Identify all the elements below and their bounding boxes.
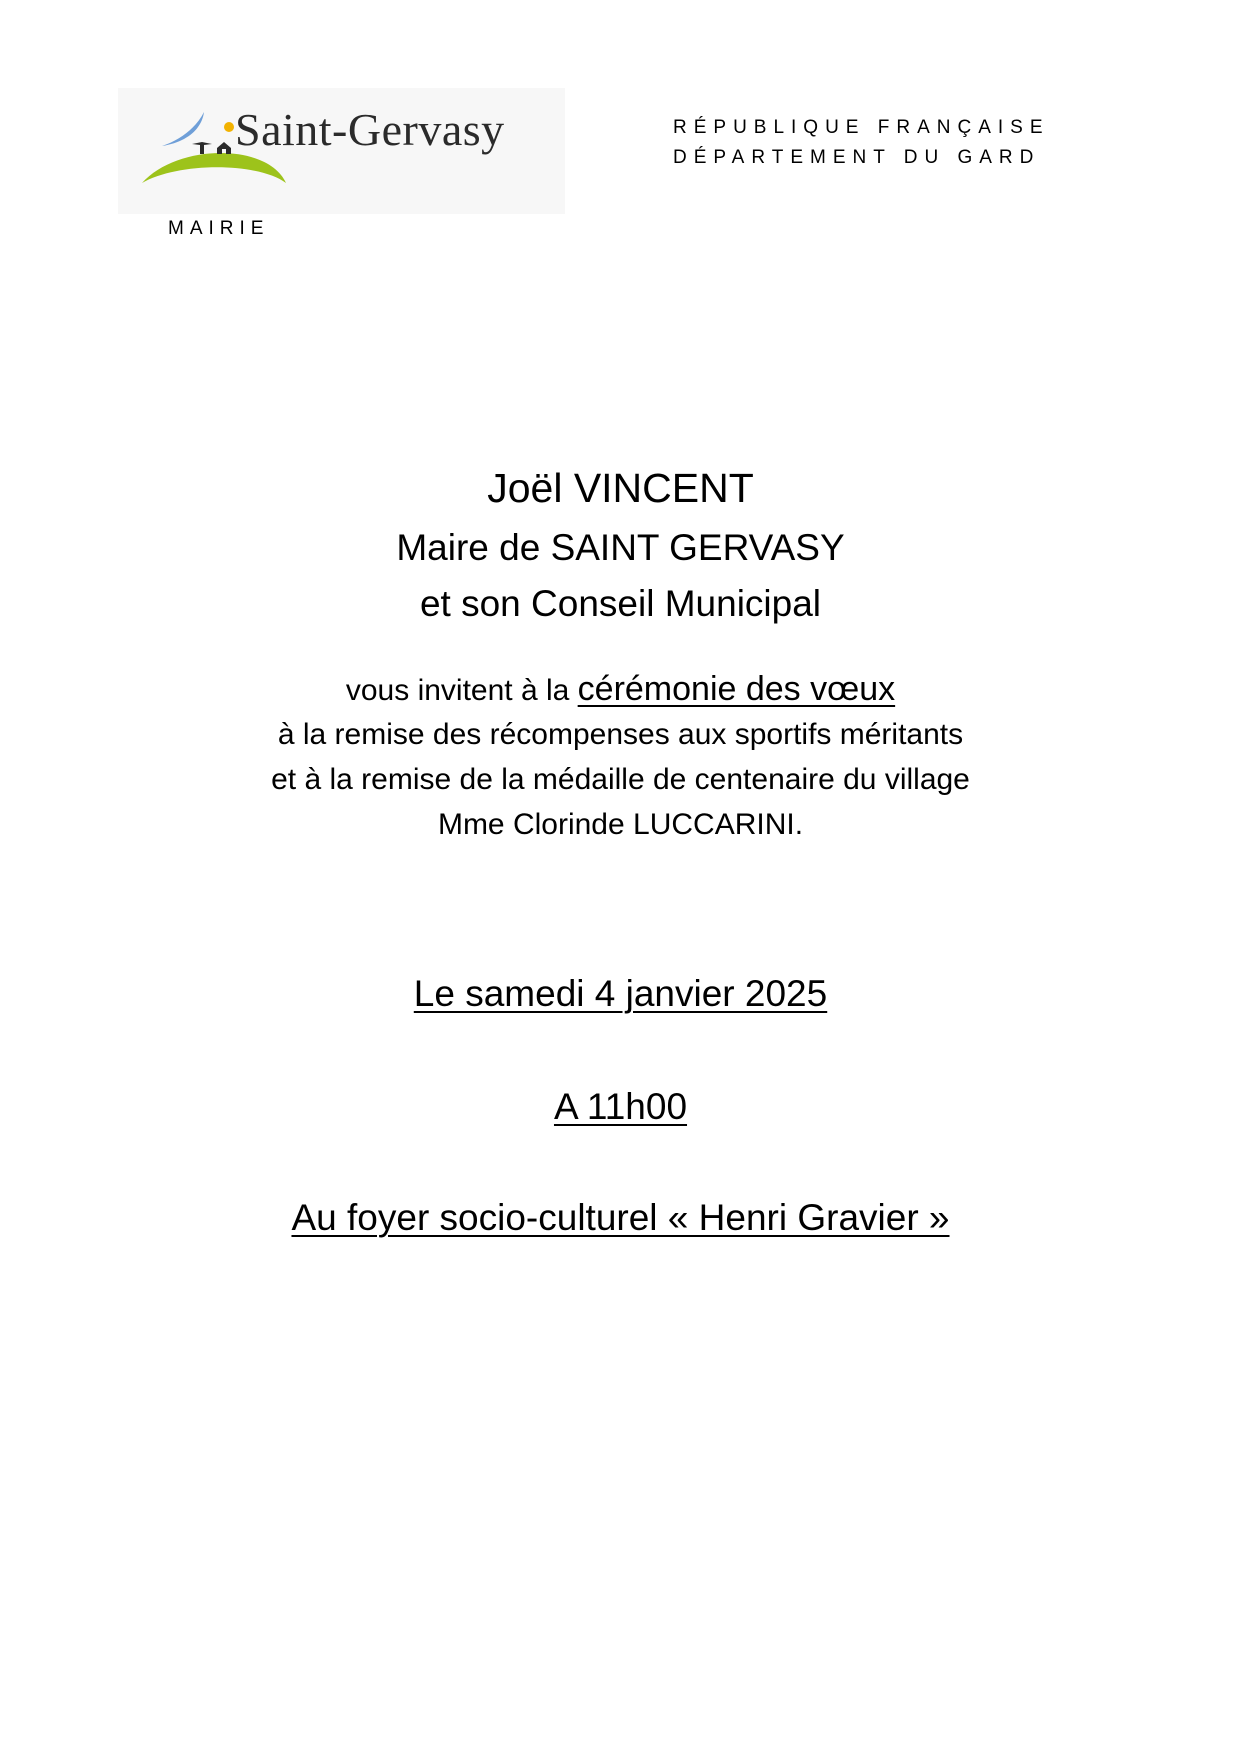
town-logo — [118, 88, 565, 214]
tree-icon — [192, 142, 212, 154]
logo-wordmark: Saint-Gervasy — [235, 104, 505, 155]
council-line: et son Conseil Municipal — [419, 583, 822, 624]
mayor-role: Maire de SAINT GERVASY — [396, 527, 845, 568]
sun-icon — [224, 122, 234, 132]
medal-line: et à la remise de la médaille de centenaire du village — [271, 763, 970, 796]
republic-label: RÉPUBLIQUE FRANÇAISE — [673, 117, 1050, 138]
green-hill-icon — [142, 153, 286, 183]
mairie-label: MAIRIE — [168, 218, 270, 239]
mayor-name: Joël VINCENT — [487, 465, 754, 511]
house-icon — [217, 142, 231, 154]
honoree-line: Mme Clorinde LUCCARINI. — [437, 808, 804, 841]
blue-swoosh-icon — [162, 112, 204, 146]
event-date: Le samedi 4 janvier 2025 — [413, 973, 828, 1014]
invite-line — [0, 670, 1241, 709]
invite-prefix: vous invitent à la — [345, 674, 578, 707]
awards-line: à la remise des récompenses aux sportifs méritants — [277, 718, 964, 751]
official-header — [673, 113, 1050, 173]
event-place: Au foyer socio-culturel « Henri Gravier » — [291, 1197, 950, 1238]
event-time-row — [0, 1086, 1241, 1128]
department-label: DÉPARTEMENT DU GARD — [673, 147, 1041, 168]
ceremony-title: cérémonie des vœux — [577, 670, 896, 708]
event-time: A 11h00 — [553, 1086, 688, 1127]
event-date-row — [0, 973, 1241, 1015]
event-place-row — [0, 1197, 1241, 1239]
